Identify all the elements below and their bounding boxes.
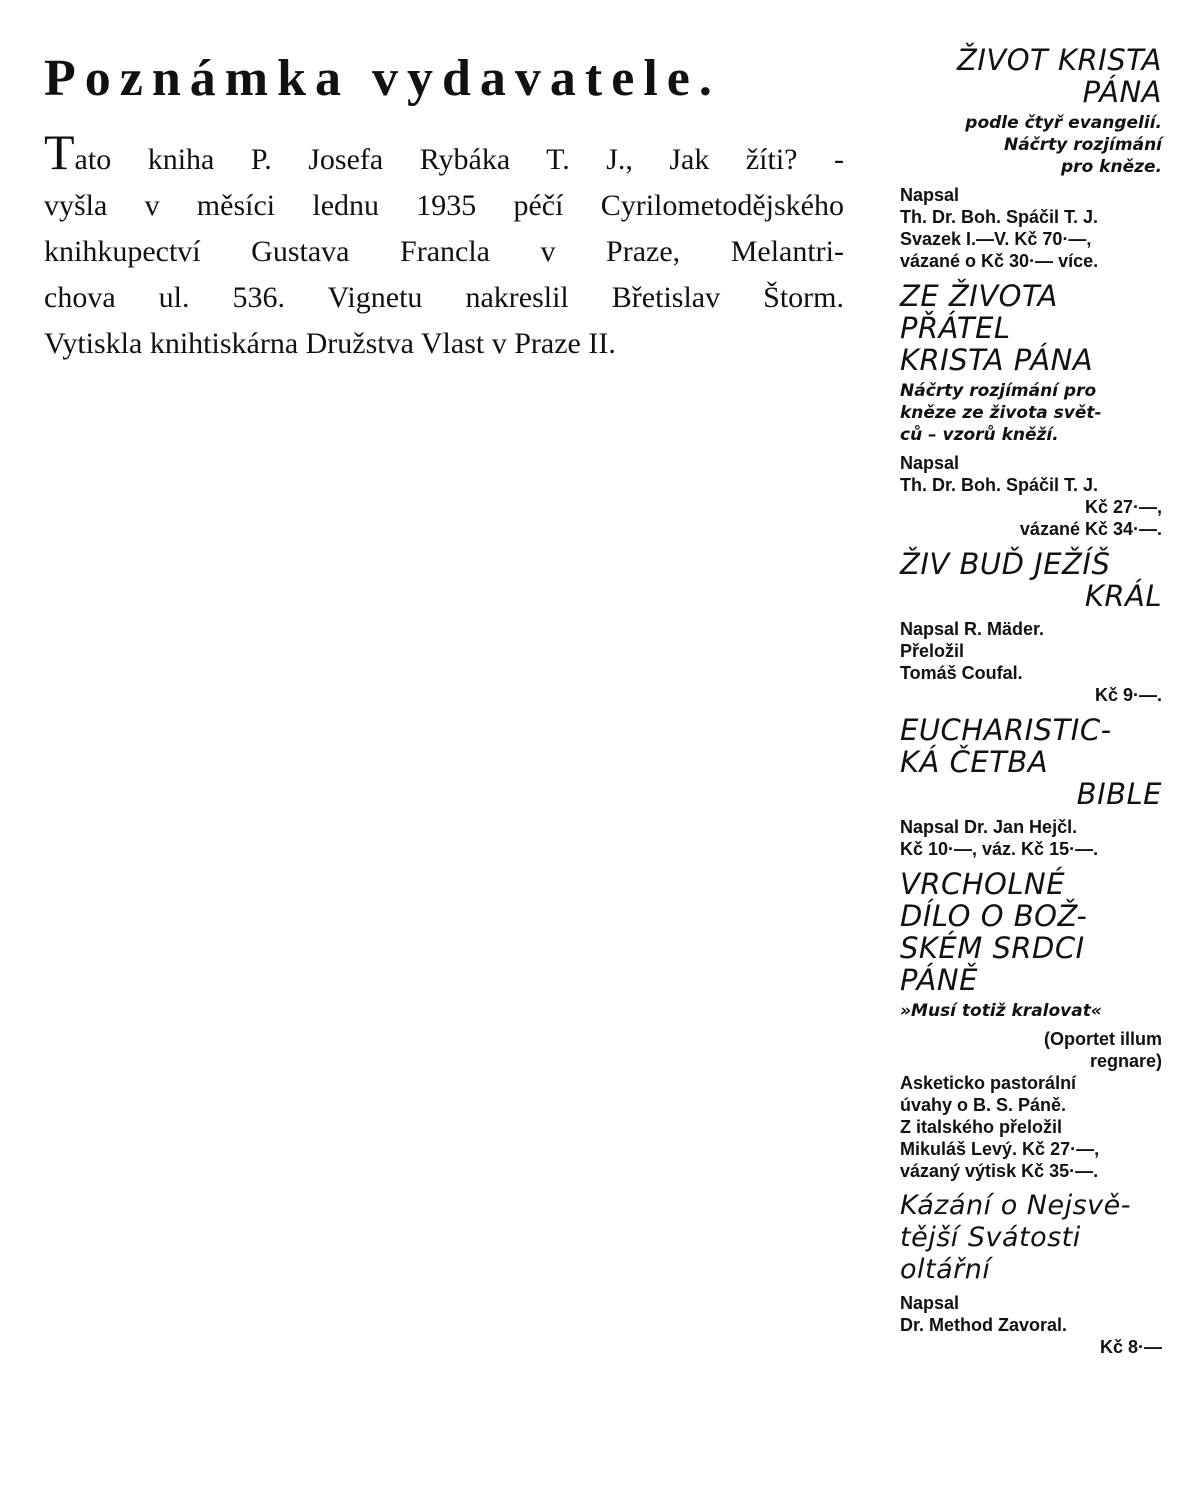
title-line: KÁ ČETBA	[900, 745, 1049, 779]
detail-line: Tomáš Coufal.	[900, 663, 1023, 683]
subtitle-line: kněze ze života svět-	[900, 403, 1102, 423]
subtitle-line: ců – vzorů kněží.	[900, 425, 1059, 445]
book-details	[900, 184, 1162, 272]
detail-line: (Oportet illum	[1044, 1029, 1162, 1049]
paragraph-line: knihkupectví Gustava Francla v Praze, Melantri-	[44, 235, 844, 269]
book-details	[900, 816, 1162, 860]
book-entry	[900, 868, 1162, 1182]
book-title	[900, 714, 1162, 810]
paragraph-line: Vytiskla knihtiskárna Družstva Vlast v Praze II.	[44, 327, 616, 361]
book-title	[900, 280, 1162, 376]
subtitle-line: pro kněze.	[1061, 157, 1162, 177]
detail-line: Kč 9·—.	[1094, 685, 1162, 705]
detail-line: Napsal	[900, 1293, 960, 1313]
main-column	[44, 50, 844, 367]
detail-line: Svazek I.—V. Kč 70·—,	[900, 229, 1092, 249]
subtitle-line: podle čtyř evangelií.	[965, 113, 1162, 133]
title-line: PŘÁTEL	[900, 311, 1011, 345]
title-line: BIBLE	[1076, 777, 1162, 811]
detail-line: Přeložil	[900, 641, 965, 661]
book-title	[900, 1190, 1162, 1286]
paragraph-line: ato kniha P. Josefa Rybáka T. J., Jak žíti? -	[74, 143, 844, 177]
book-entry	[900, 548, 1162, 706]
title-line: VRCHOLNÉ	[900, 867, 1066, 901]
book-details	[900, 1028, 1162, 1182]
subtitle-line: »Musí totiž kralovat«	[900, 1001, 1102, 1021]
title-line: tější Svátosti	[900, 1222, 1081, 1253]
detail-line: Th. Dr. Boh. Spáčil T. J.	[900, 475, 1099, 495]
drop-cap: T	[44, 124, 75, 181]
title-line: SKÉM SRDCI	[900, 931, 1085, 965]
title-line: KRISTA PÁNA	[900, 343, 1094, 377]
detail-line: vázané o Kč 30·— více.	[900, 251, 1099, 271]
title-line: ŽIV BUĎ JEŽÍŠ	[900, 547, 1111, 581]
title-line: EUCHARISTIC-	[900, 713, 1112, 747]
book-entry	[900, 714, 1162, 860]
detail-line: Kč 27·—,	[1084, 497, 1162, 517]
title-line: PÁNĚ	[900, 963, 978, 997]
detail-line: Kč 10·—, váz. Kč 15·—.	[900, 839, 1099, 859]
paragraph-line: chova ul. 536. Vignetu nakreslil Břetislav Štorm.	[44, 281, 844, 315]
detail-line: Mikuláš Levý. Kč 27·—,	[900, 1139, 1100, 1159]
detail-line: úvahy o B. S. Páně.	[900, 1095, 1067, 1115]
book-title	[900, 548, 1162, 612]
book-details	[900, 618, 1162, 706]
detail-line: Th. Dr. Boh. Spáčil T. J.	[900, 207, 1099, 227]
page-title: Poznámka vydavatele.	[44, 50, 721, 107]
detail-line: regnare)	[1089, 1051, 1162, 1071]
title-line: ŽIVOT KRISTA	[956, 43, 1162, 77]
detail-line: Dr. Method Zavoral.	[900, 1315, 1068, 1335]
title-line: ZE ŽIVOTA	[900, 279, 1058, 313]
book-details	[900, 452, 1162, 540]
publisher-note-paragraph	[44, 124, 844, 367]
book-title	[900, 868, 1162, 996]
detail-line: Napsal	[900, 185, 960, 205]
title-line: PÁNA	[1082, 75, 1162, 109]
detail-line: Napsal R. Mäder.	[900, 619, 1045, 639]
book-entry	[900, 44, 1162, 272]
book-entry	[900, 1190, 1162, 1358]
subtitle-line: Náčrty rozjímání	[1003, 135, 1162, 155]
book-subtitle	[900, 112, 1162, 178]
title-line: oltářní	[900, 1254, 991, 1285]
title-line: Kázání o Nejsvě-	[900, 1190, 1132, 1221]
book-entry	[900, 280, 1162, 540]
detail-line: Kč 8·—	[1099, 1337, 1162, 1357]
detail-line: Asketicko pastorální	[900, 1073, 1077, 1093]
book-ads-sidebar	[900, 44, 1162, 1366]
detail-line: vázaný výtisk Kč 35·—.	[900, 1161, 1099, 1181]
subtitle-line: Náčrty rozjímání pro	[900, 381, 1097, 401]
book-title	[900, 44, 1162, 108]
book-subtitle	[900, 1000, 1162, 1022]
title-line: KRÁL	[1084, 579, 1162, 613]
detail-line: Z italského přeložil	[900, 1117, 1063, 1137]
detail-line: Napsal	[900, 453, 960, 473]
detail-line: vázané Kč 34·—.	[1019, 519, 1162, 539]
paragraph-line: vyšla v měsíci lednu 1935 péčí Cyrilometodějského	[44, 189, 844, 223]
book-details	[900, 1292, 1162, 1358]
book-subtitle	[900, 380, 1162, 446]
title-line: DÍLO O BOŽ-	[900, 899, 1088, 933]
detail-line: Napsal Dr. Jan Hejčl.	[900, 817, 1078, 837]
